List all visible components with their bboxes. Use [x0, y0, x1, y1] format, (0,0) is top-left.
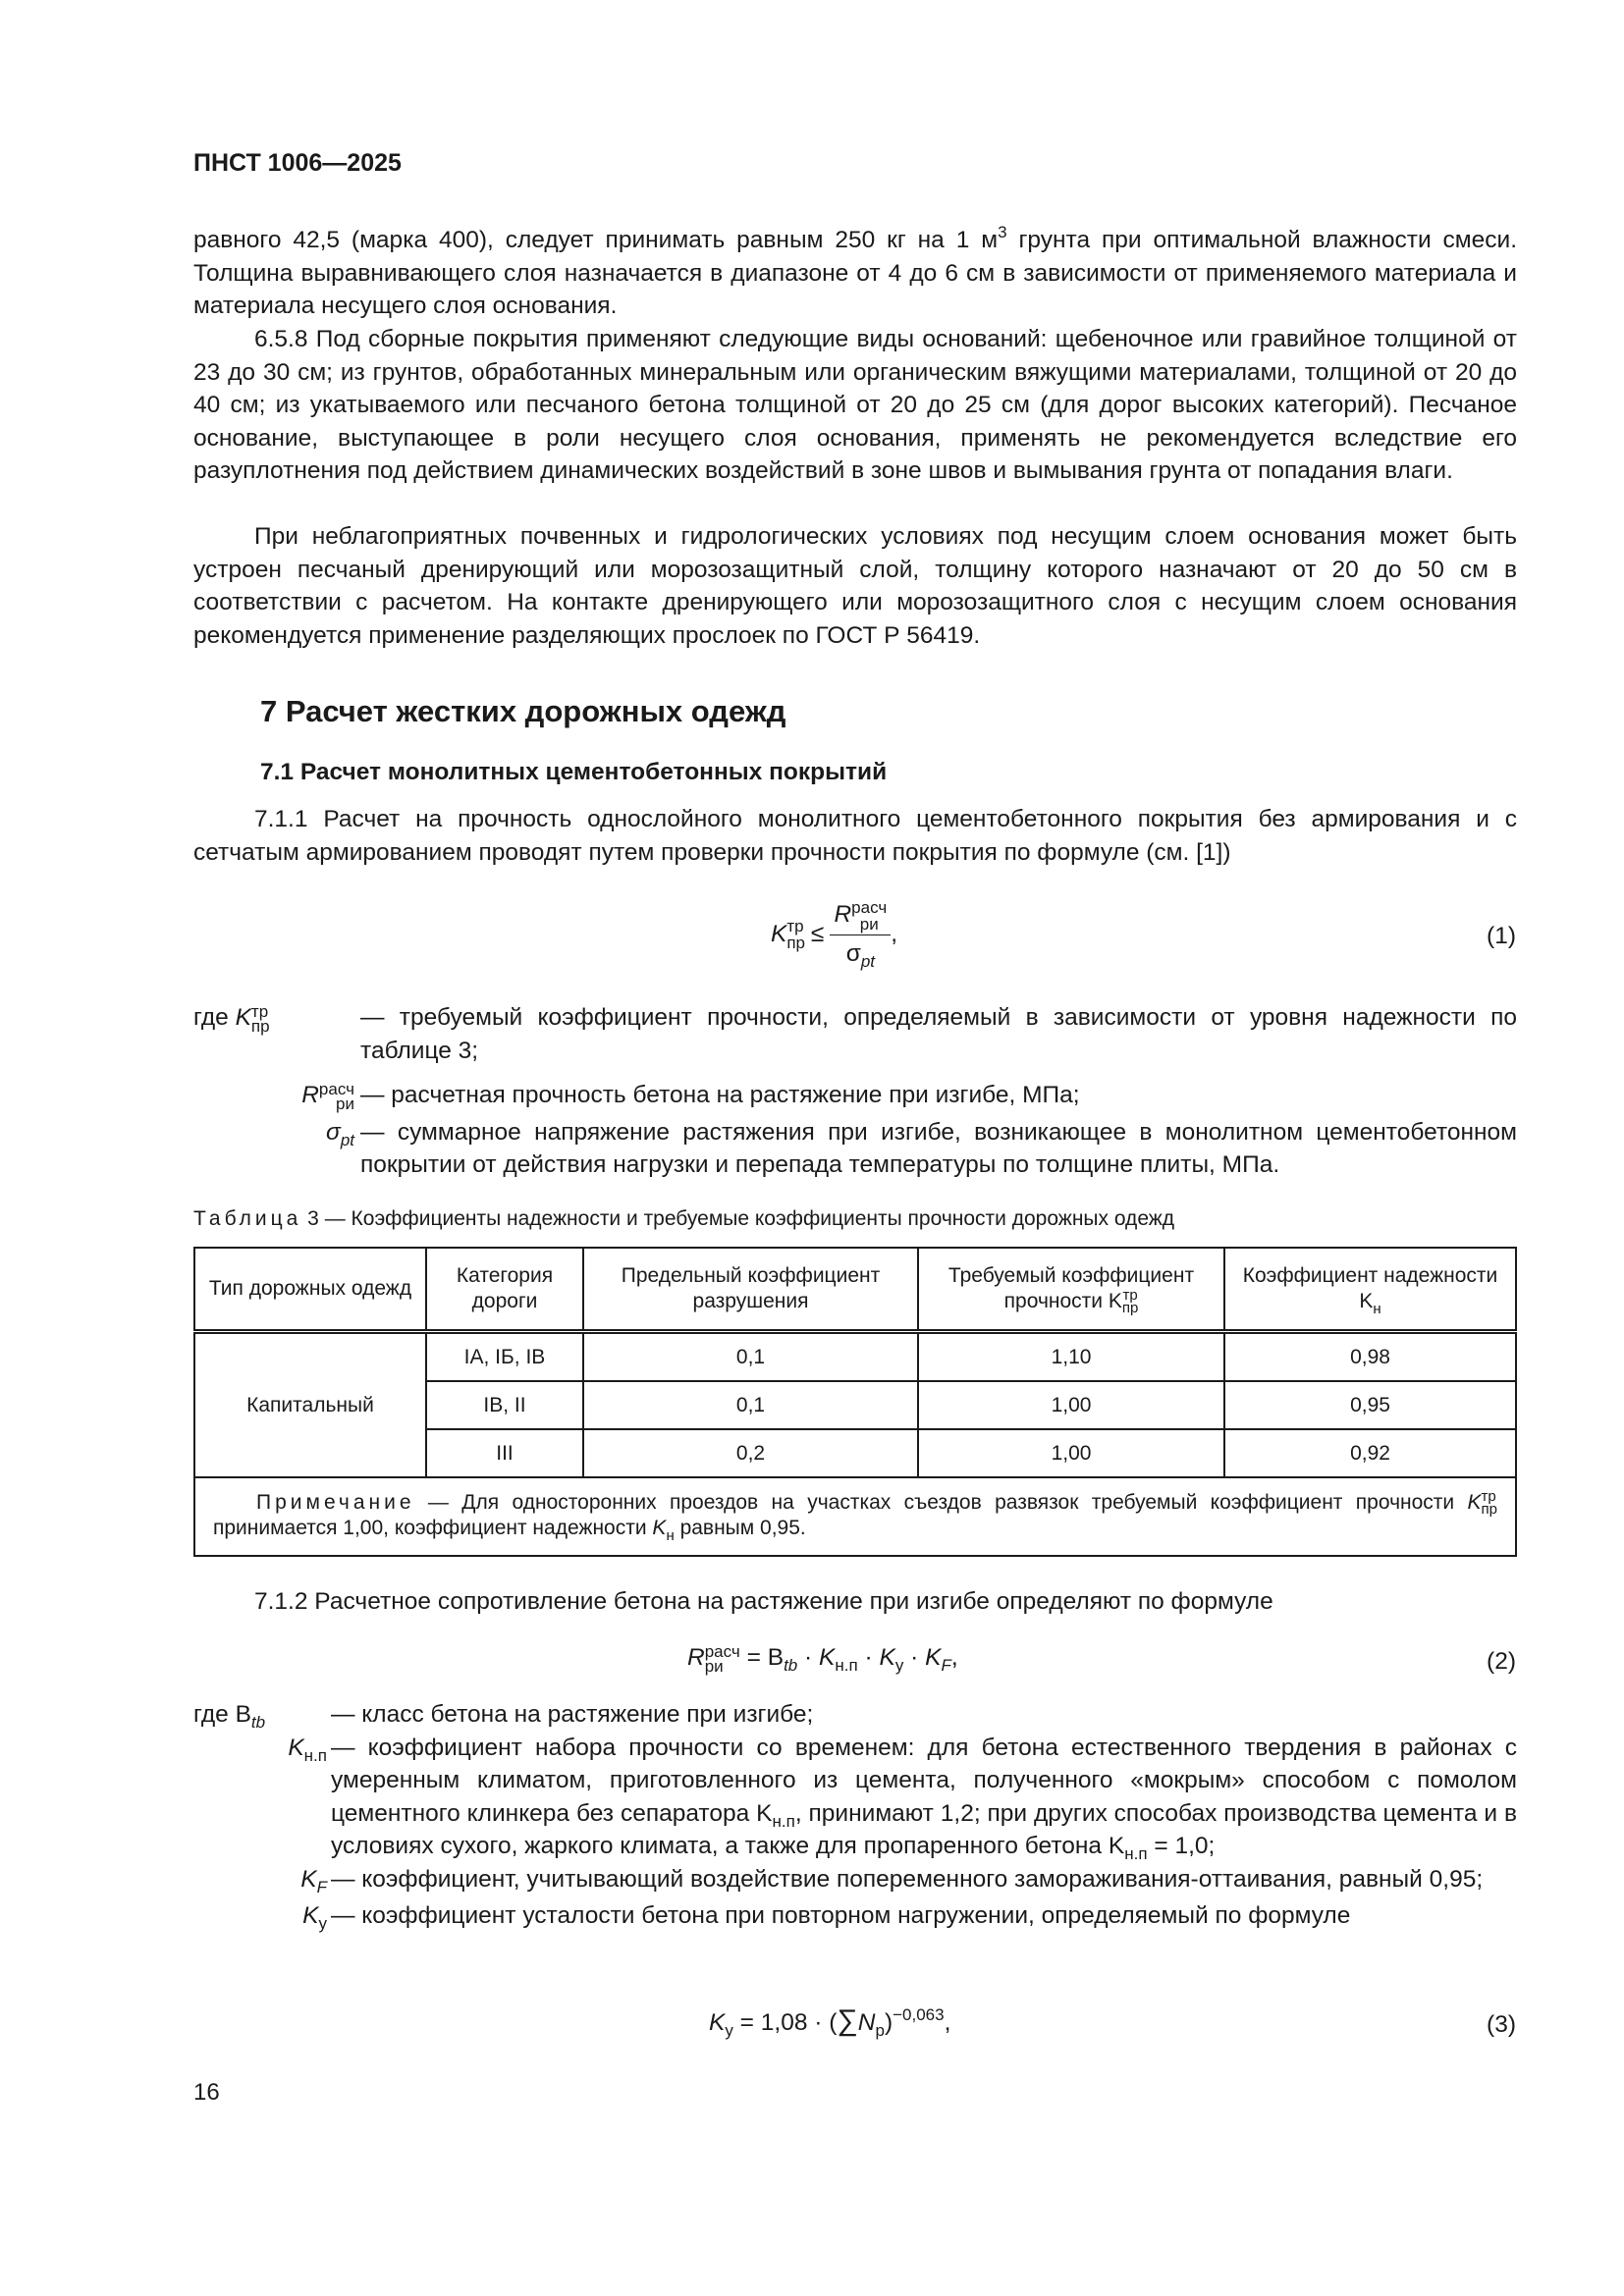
cell: 0,1: [583, 1381, 918, 1429]
paragraph-7-1-1: 7.1.1 Расчет на прочность однослойного монолитного цементобетонного покрытия без армирования и с сетчатым армированием проводят путем проверки прочности покрытия по формуле (см. [1]): [193, 806, 1517, 866]
header-cell: Предельный коэффициент разрушения: [583, 1248, 918, 1332]
where-item: $K_{н.п}$ — коэффициент набора прочности со временем: для бетона естественного твердения в районах с умеренным климатом, приготовленного из цемента, полученного «мокрым» способом с помолом цементного клинкера без сепаратора $K_{н.п}$, принимают 1,2; при других способах производства цемента и в условиях сухого, жаркого климата, а также для пропаренного бетона $K_{н.п} = 1,0$;: [288, 1734, 1517, 1863]
header-cell: Категория дороги: [426, 1248, 583, 1332]
cell: IB, II: [426, 1381, 583, 1429]
cell: 0,1: [583, 1332, 918, 1382]
where-item: R расч ри — расчетная прочность бетона на растяжение при изгибе, МПа;: [301, 1079, 1080, 1113]
cell: 0,95: [1224, 1381, 1516, 1429]
where-item: $K_у$ — коэффициент усталости бетона при повторном нагружении, определяемый по формуле: [302, 1902, 1351, 1933]
equation-3: $K_у = 1,08 \cdot (\sum N_р)^{-0,063}$,: [709, 2004, 951, 2040]
table-note-row: [194, 1477, 1516, 1556]
table-3-caption: Таблица 3 — Коэффициенты надежности и требуемые коэффициенты прочности дорожных одежд: [193, 1207, 1175, 1230]
cell: 1,00: [918, 1381, 1224, 1429]
paragraph-continuation: равного 42,5 (марка 400), следует принимать равным 250 кг на 1 $м^3$ грунта при оптимальной влажности смеси. Толщина выравнивающего слоя назначается в диапазоне от 4 до 6 см в зависимости от применяемого материала и материала несущего слоя основания.: [193, 223, 1517, 319]
table-header-row: [194, 1248, 1516, 1332]
equation-2-number: (2): [1487, 1648, 1516, 1675]
equation-1-number: (1): [1487, 923, 1516, 949]
where-item: $\sigma_{pt}$ — суммарное напряжение растяжения при изгибе, возникающее в монолитном цементобетонном покрытии от действия нагрузки и перепада температуры по толщине плиты, МПа.: [326, 1118, 1517, 1178]
cell: IA, IБ, IB: [426, 1332, 583, 1382]
where-item: где $B_{tb}$ — класс бетона на растяжение при изгибе;: [193, 1701, 814, 1732]
header-cell: Требуемый коэффициент прочности K тр пр: [918, 1248, 1224, 1332]
header-cell: Коэффициент надежности $K_н$: [1224, 1248, 1516, 1332]
cell: 0,98: [1224, 1332, 1516, 1382]
group-cell: Капитальный: [194, 1332, 426, 1478]
equation-1: K тр пр ≤ R расч ри $\sigma_{pt}$ ,: [771, 898, 898, 972]
section-7-heading: 7 Расчет жестких дорожных одежд: [260, 694, 786, 728]
table-row: [194, 1332, 1516, 1382]
table-note: Примечание — Для односторонних проездов на участках съездов развязок требуемый коэффициент прочности K тр пр принимается 1,00, коэффициент надежности $K_н$ равным 0,95.: [194, 1477, 1516, 1556]
sum-symbol: ∑: [837, 2004, 858, 2037]
where-list-1: [193, 1001, 1517, 1182]
paragraph-6-5-8: 6.5.8 Под сборные покрытия применяют следующие виды оснований: щебеночное или гравийное толщиной от 23 до 30 см; из грунтов, обработанных минеральным или органическим вяжущими материалами, толщиной от 20 до 40 см; из укатываемого или песчаного бетона толщиной от 20 до 25 см (для дорог высоких категорий). Песчаное основание, выступающее в роли несущего слоя основания, применять не рекомендуется вследствие его разуплотнения под действием динамических воздействий в зоне швов и вымывания грунта от попадания влаги.: [193, 326, 1517, 484]
equation-2: R расч ри = $B_{tb} \cdot K_{н.п} \cdot K_у \cdot K_F$,: [687, 1641, 958, 1676]
equation-3-number: (3): [1487, 2011, 1516, 2038]
cell: 0,2: [583, 1429, 918, 1477]
section-7-1-heading: 7.1 Расчет монолитных цементобетонных покрытий: [260, 759, 888, 785]
where-item: $K_F$ — коэффициент, учитывающий воздействие попеременного замораживания-оттаивания, равный 0,95;: [300, 1865, 1484, 1896]
table-3: [193, 1247, 1517, 1557]
cell: 0,92: [1224, 1429, 1516, 1477]
where-list-2: [193, 1698, 1517, 1933]
cell: III: [426, 1429, 583, 1477]
cell: 1,10: [918, 1332, 1224, 1382]
header-cell: Тип дорожных одежд: [194, 1248, 426, 1332]
paragraph-drainage: При неблагоприятных почвенных и гидрологических условиях под несущим слоем основания может быть устроен песчаный дренирующий или морозозащитный слой, толщину которого назначают от 20 до 50 см в соответствии с расчетом. На контакте дренирующего или морозозащитного слоя с несущим слоем основания рекомендуется применение разделяющих прослоек по ГОСТ Р 56419.: [193, 523, 1517, 649]
where-item: где K тр пр — требуемый коэффициент прочности, определяемый в зависимости от уровня надежности по таблице 3;: [193, 1001, 1517, 1064]
paragraph-7-1-2: 7.1.2 Расчетное сопротивление бетона на растяжение при изгибе определяют по формуле: [254, 1588, 1273, 1615]
cell: 1,00: [918, 1429, 1224, 1477]
page-number: 16: [193, 2079, 220, 2106]
document-header: ПНСТ 1006—2025: [193, 149, 402, 177]
